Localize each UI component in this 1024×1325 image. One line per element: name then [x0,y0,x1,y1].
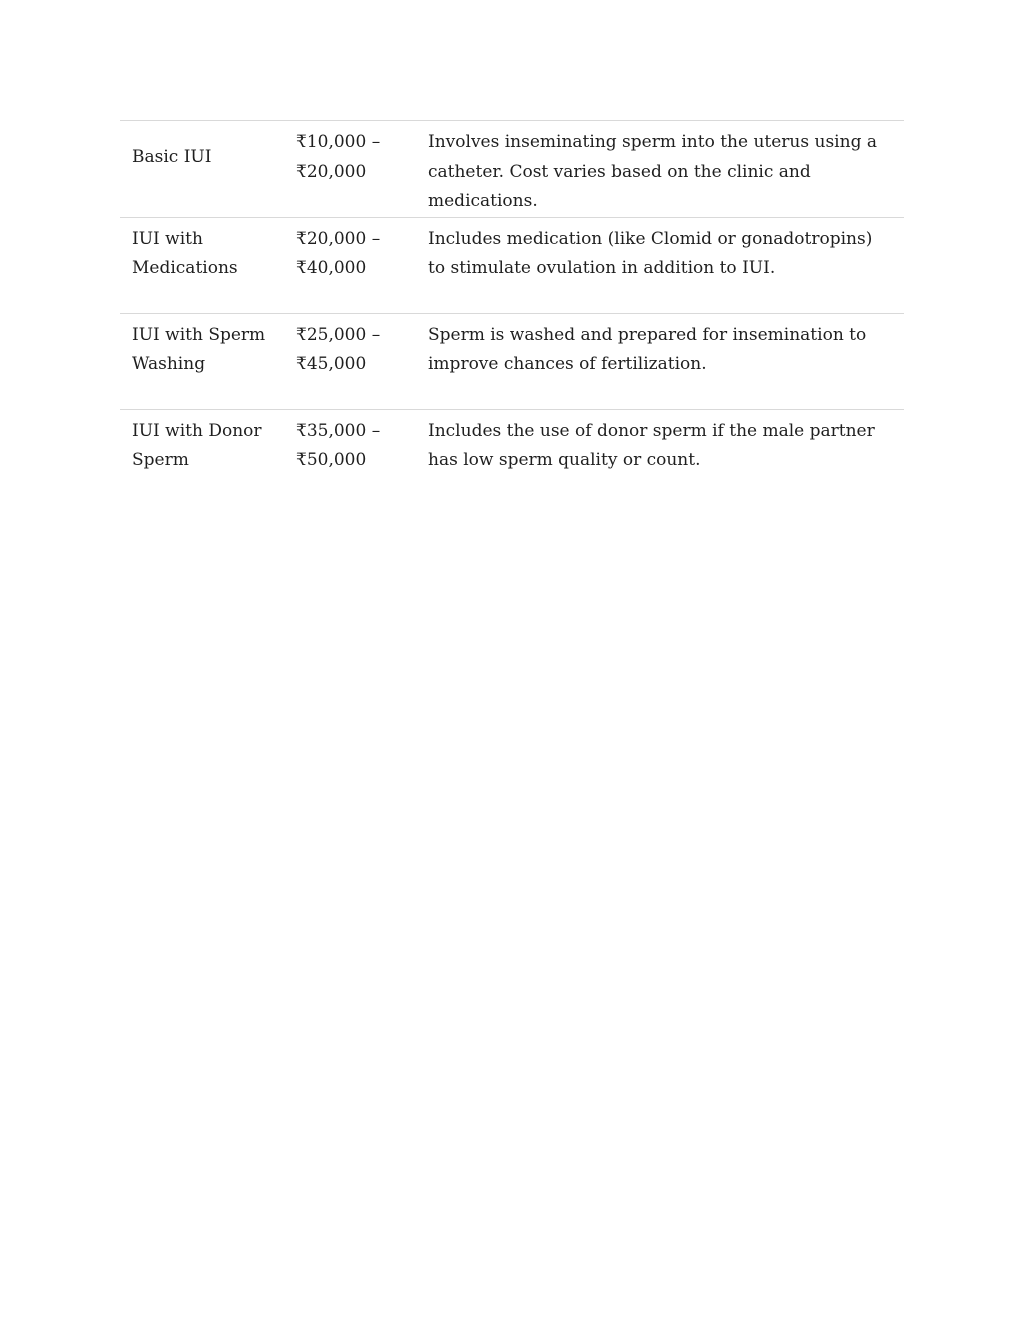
treatment-type-text: Medications [132,258,238,278]
cost-range-low: ₹10,000 – [296,132,381,152]
cost-range-low: ₹25,000 – [296,324,381,345]
description-text: Sperm is washed and prepared for insemination to improve chances of fertilization. [428,324,867,374]
cost-range-high: ₹20,000 [296,161,367,182]
cost-range-cell [284,409,416,505]
table-row [120,217,904,313]
cost-range-high: ₹50,000 [296,450,367,470]
description-text: Includes medication (like Clomid or gonadotropins) to stimulate ovulation in addition to IUI. [428,228,873,278]
cost-range-high: ₹45,000 [296,354,367,374]
treatment-type-text: IUI with Donor [132,420,262,441]
description-cell [416,121,904,218]
table-row [120,409,904,505]
table-row [120,121,904,218]
iui-cost-table [120,120,904,505]
cost-range-cell [284,121,416,218]
treatment-type-text: Basic IUI [132,147,212,167]
cost-range-cell [284,217,416,313]
treatment-type-text: IUI with [132,228,203,249]
cost-range-cell [284,313,416,409]
treatment-type-cell [120,313,284,409]
treatment-type-text: IUI with Sperm [132,324,266,345]
treatment-type-text: Sperm [132,450,189,470]
cost-range-low: ₹35,000 – [296,420,381,441]
description-cell [416,409,904,505]
treatment-type-cell [120,121,284,218]
table-row [120,313,904,409]
cost-range-low: ₹20,000 – [296,228,381,249]
treatment-type-cell [120,217,284,313]
treatment-type-text: Washing [132,354,206,374]
description-text: Involves inseminating sperm into the uterus using a catheter. Cost varies based on the clinic and medications. [428,132,877,211]
description-cell [416,313,904,409]
treatment-type-cell [120,409,284,505]
description-cell [416,217,904,313]
description-text: Includes the use of donor sperm if the male partner has low sperm quality or count. [428,420,875,470]
cost-range-high: ₹40,000 [296,258,367,278]
